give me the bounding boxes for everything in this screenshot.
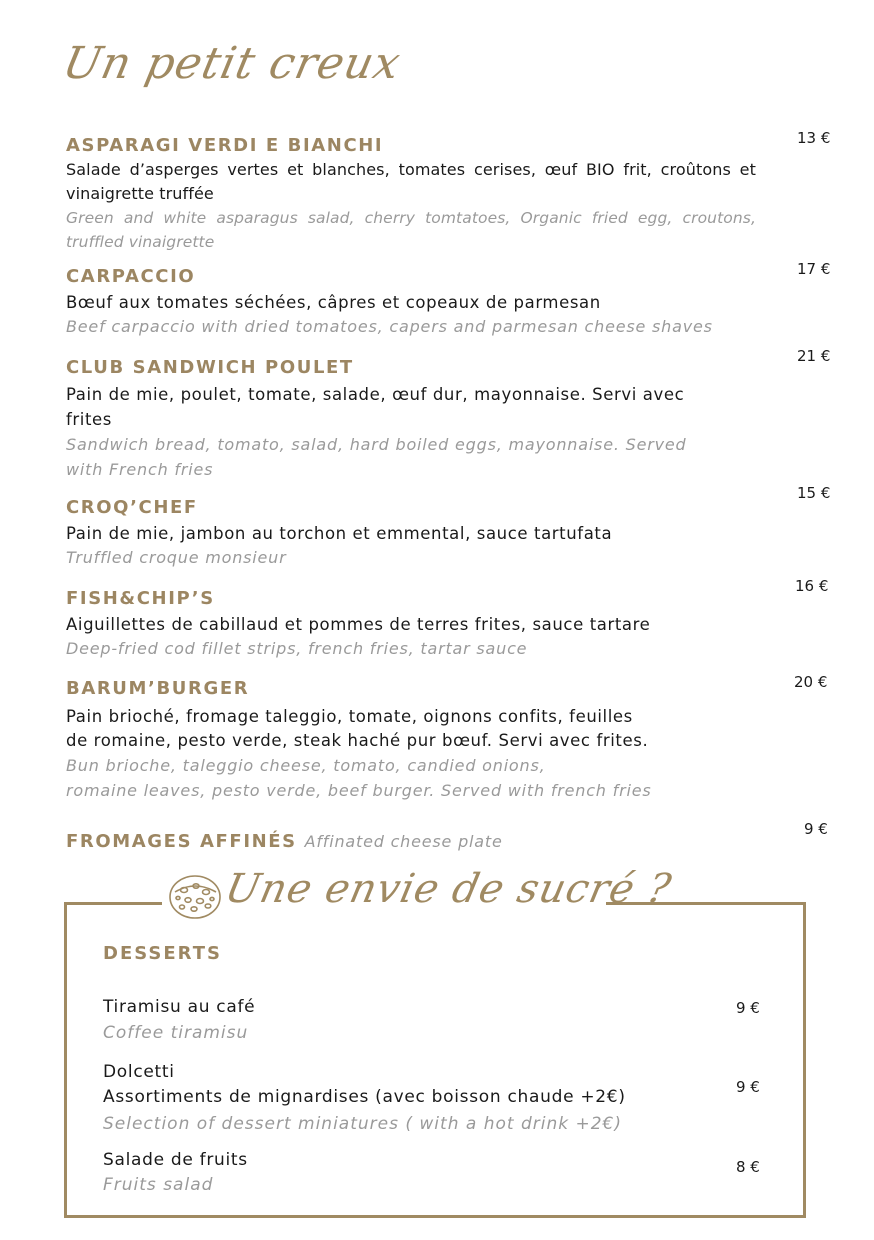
dessert-name-fr: Tiramisu au café bbox=[103, 997, 256, 1017]
dessert-price: 9 € bbox=[736, 999, 760, 1017]
dessert-item-dolcetti bbox=[103, 1060, 703, 1137]
item-name: CLUB SANDWICH POULET bbox=[66, 357, 354, 378]
item-description-fr: Salade d’asperges vertes et blanches, tomates cerises, œuf BIO frit, croûtons et vinaigrette truffée bbox=[66, 160, 756, 203]
item-description-fr: Pain de mie, poulet, tomate, salade, œuf dur, mayonnaise. Servi avec frites bbox=[66, 385, 685, 429]
item-description-en: Truffled croque monsieur bbox=[66, 548, 287, 567]
item-description-en: Sandwich bread, tomato, salad, hard boiled eggs, mayonnaise. Served with French fries bbox=[66, 435, 687, 479]
dessert-item-fruits bbox=[103, 1148, 703, 1197]
item-price: 17 € bbox=[797, 260, 831, 278]
item-name: CARPACCIO bbox=[66, 266, 196, 287]
dessert-description-en: Selection of dessert miniatures ( with a hot drink +2€) bbox=[103, 1114, 622, 1134]
item-name: FROMAGES AFFINÉS bbox=[66, 831, 297, 852]
item-description-en-line2: romaine leaves, pesto verde, beef burger. Served with french fries bbox=[66, 781, 652, 800]
menu-item-asparagi bbox=[66, 134, 756, 254]
item-price: 15 € bbox=[797, 484, 831, 502]
item-description-fr: Pain de mie, jambon au torchon et emmental, sauce tartufata bbox=[66, 524, 613, 543]
item-description-fr-line1: Pain brioché, fromage taleggio, tomate, oignons confits, feuilles bbox=[66, 707, 633, 726]
item-description-en: Beef carpaccio with dried tomatoes, capers and parmesan cheese shaves bbox=[66, 317, 713, 336]
item-price: 16 € bbox=[795, 577, 829, 595]
dessert-name-fr: Salade de fruits bbox=[103, 1150, 248, 1170]
item-name: BARUM’BURGER bbox=[66, 678, 250, 699]
section-title-desserts: Une envie de sucré ? bbox=[221, 866, 676, 912]
dessert-name-en: Coffee tiramisu bbox=[103, 1023, 249, 1043]
section-title-snacks: Un petit creux bbox=[58, 38, 406, 89]
menu-item-fish-chips bbox=[66, 587, 756, 661]
menu-item-barum-burger bbox=[66, 677, 756, 803]
item-description-en-line1: Bun brioche, taleggio cheese, tomato, candied onions, bbox=[66, 756, 546, 775]
dessert-name-en: Fruits salad bbox=[103, 1175, 214, 1195]
menu-item-club-sandwich bbox=[66, 356, 726, 482]
desserts-heading: DESSERTS bbox=[103, 943, 222, 964]
menu-item-croq-chef bbox=[66, 496, 756, 570]
item-price: 21 € bbox=[797, 347, 831, 365]
menu-item-fromages bbox=[66, 830, 756, 854]
dessert-item-tiramisu bbox=[103, 995, 703, 1046]
item-description-en: Deep-fried cod fillet strips, french fries, tartar sauce bbox=[66, 639, 528, 658]
dessert-name-fr: Dolcetti bbox=[103, 1062, 175, 1082]
dessert-price: 8 € bbox=[736, 1158, 760, 1176]
item-name: FISH&CHIP’S bbox=[66, 588, 215, 609]
dessert-price: 9 € bbox=[736, 1078, 760, 1096]
menu-item-carpaccio bbox=[66, 265, 756, 339]
item-name: CROQ’CHEF bbox=[66, 497, 198, 518]
dessert-description-fr: Assortiments de mignardises (avec boisson chaude +2€) bbox=[103, 1087, 626, 1107]
item-description-fr: Bœuf aux tomates séchées, câpres et copeaux de parmesan bbox=[66, 293, 601, 312]
item-description-fr: Aiguillettes de cabillaud et pommes de terres frites, sauce tartare bbox=[66, 615, 651, 634]
item-price: 20 € bbox=[794, 673, 828, 691]
item-price: 9 € bbox=[804, 820, 828, 838]
item-description-en: Green and white asparagus salad, cherry tomtatoes, Organic fried egg, croutons, truffled vinaigrette bbox=[66, 209, 756, 251]
item-name: ASPARAGI VERDI E BIANCHI bbox=[66, 135, 384, 156]
item-description-fr-line2: de romaine, pesto verde, steak haché pur bœuf. Servi avec frites. bbox=[66, 731, 649, 750]
item-description-en: Affinated cheese plate bbox=[304, 832, 503, 851]
item-price: 13 € bbox=[797, 129, 831, 147]
cookie-icon bbox=[166, 870, 224, 922]
